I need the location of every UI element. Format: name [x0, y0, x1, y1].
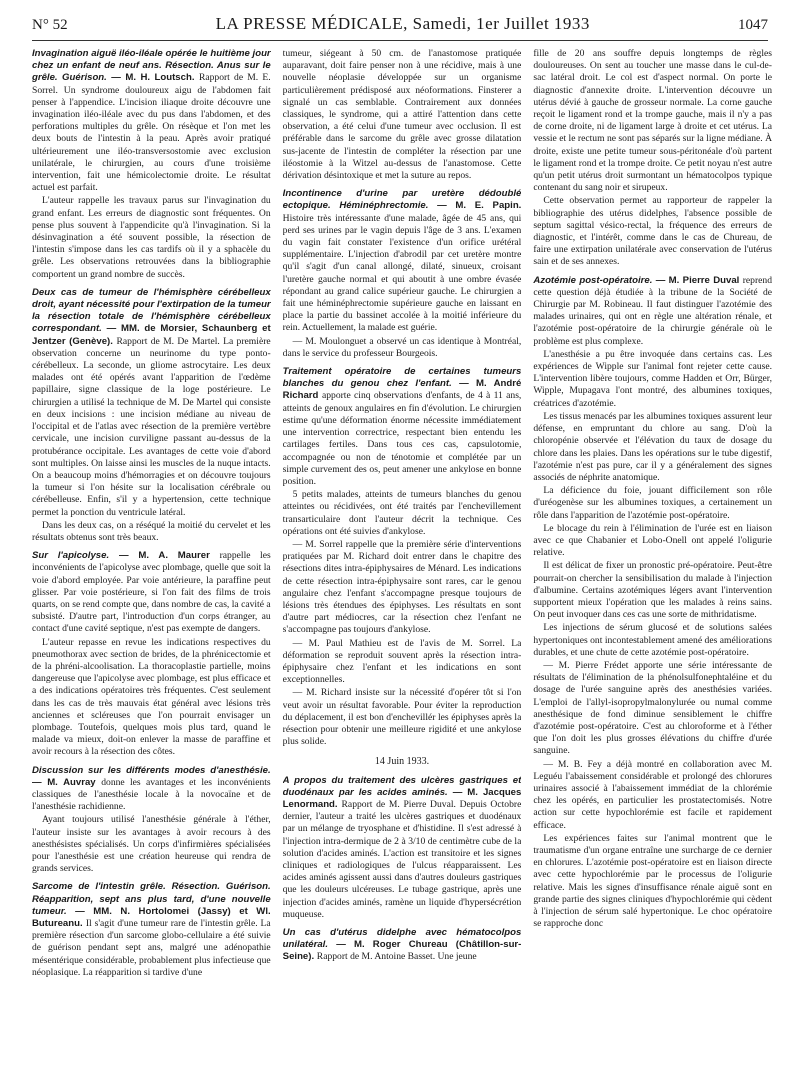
article-paragraph: Il est délicat de fixer un pronostic pré-opératoire. Peut-être pourrait-on chercher la sensibilisation du malade à l'injection d'albumine. Certains azotémiques légers avant l'intervention supportent mieux l'opération que les malades à reins sains. On peut invoquer dans ces cas une sorte de mithridatisme.	[533, 560, 773, 621]
article-text: Histoire très intéressante d'une malade, âgée de 45 ans, qui perd ses urines par le vagin depuis l'âge de 3 ans. L'examen du vagin fait constater l'existence d'un orifice urétéral supplémentaire. L'injection d'abrodil par cet uretère montre qu'il s'agit d'un canal allongé, dilaté, sinueux, croisant l'uretère gauche normal et qui aboutit à une ombre évasée répondant au grand calice supérieur gauche. Le chirurgien a fait une héminéphrectomie supérieure gauche en laissant en place la partie du bassinet accolée à la moitié inférieure du rein. Actuellement, la malade est guérie.	[282, 212, 522, 334]
article-text: Il s'agit d'une tumeur rare de l'intestin grêle. La première résection d'un sarcome globo-cellulaire a été suivie de guérison pendant sept ans, malgré une adénopathie mésentérique considérable, probablement plus infectieuse que néoplasique. La réapparition si tardive d'une	[32, 918, 271, 978]
article-authors: — M. Pierre Duval	[655, 274, 743, 286]
article	[283, 775, 522, 921]
session-date: 14 Juin 1933.	[374, 756, 430, 768]
article-authors: — M. A. Maurer	[118, 550, 220, 562]
article-paragraph	[32, 550, 271, 635]
article-authors: — M. André Richard	[282, 378, 522, 402]
column-2	[283, 48, 522, 1068]
article-paragraph: L'auteur rappelle les travaux parus sur l'invagination du grand enfant. Les erreurs de diagnostic sont fréquentes. On pense plus souvent à l'appendicite qu'à l'invagination. Si la désinvagination a été souvent possible, la résection de l'intestin s'impose dans les cas tardifs où il y a sphacèle du grêle. Les observations retrouvées dans la bibliographie comportent un grand nombre de succès.	[32, 195, 271, 280]
article-paragraph: La déficience du foie, jouant difficilement son rôle d'uréogenèse sur les albumines toxiques, a certainement un rôle dans l'apparition de l'azotémie post-opératoire.	[533, 485, 773, 521]
article-paragraph	[32, 765, 271, 814]
article-paragraph: Dans les deux cas, on a réséqué la moitié du cervelet et les résultats obtenus sont très beaux.	[32, 519, 271, 543]
article-title: Incontinence d'urine par uretère dédoublé ectopique. Héminéphrectomie.	[282, 188, 522, 212]
article	[283, 48, 522, 182]
article	[32, 287, 271, 544]
article-paragraph	[283, 927, 522, 964]
article-paragraph	[533, 48, 772, 194]
article	[533, 48, 772, 269]
article-paragraph	[32, 881, 271, 979]
article-authors: — M. H. Loutsch.	[111, 72, 199, 84]
article	[283, 188, 522, 360]
article-title: Deux cas de tumeur de l'hémisphère cérébelleux droit, ayant nécessité pour l'extirpation de la tumeur la résection totale de l'hémisphère cérébelleux correspondant.	[32, 286, 271, 335]
article-paragraph: Cette observation permet au rapporteur de rappeler la bibliographie des utérus didelphes, l'absence possible de septum sagittal vésico-rectal, la fréquence des erreurs de diagnostic, et l'intérêt, comme dans le cas de Chureau, de faire une extirpation unilatérale avec conservation de l'utérus sain et de ses annexes.	[533, 195, 773, 268]
article-paragraph	[283, 48, 522, 182]
article	[32, 881, 271, 979]
article-title: Un cas d'utérus didelphe avec hématocolpos unilatéral.	[282, 927, 522, 951]
article-text: apporte cinq observations d'enfants, de 4 à 11 ans, atteints de genoux angulaires en fin d'évolution. Le chirurgien estime qu'une déformation énorme nécessite immédiatement une intervention correctrice, respectant bien entendu les cartilages fertiles. Dans tous ces cas, capsulotomie, accompagnée ou non de ténotomie et complétée par un simple curvement des os, peut amener une ankylose en bonne position.	[282, 390, 522, 487]
article-paragraph: — M. Moulonguet a observé un cas identique à Montréal, dans le service du professeur Bourgeois.	[282, 335, 522, 359]
article-text: reprend cette question déjà étudiée à la tribune de la Société de Chirurgie par M. Robineau. Il faut distinguer l'azotémie des malades urinaires, qui ont en règle une altération rénale, et l'azotémie post-opératoire de la chirurgie générale où le problème est plus complexe.	[533, 274, 773, 347]
article-title: Azotémie post-opératoire.	[533, 274, 656, 286]
article-title: Invagination aiguë iléo-iléale opérée le huitième jour chez un enfant de neuf ans. Résection. Anus sur le grêle. Guérison.	[32, 48, 271, 84]
article	[283, 366, 522, 748]
article-paragraph: — M. Richard insiste sur la nécessité d'opérer tôt si l'on veut avoir un résultat favorable. Pour éviter la reproduction du déplacement, il est bon d'enchevillér les épiphyses après la résection pour obtenir une meilleure rigidité et une ankylose plus solide.	[282, 687, 522, 748]
article	[283, 927, 522, 964]
page-number: 1047	[738, 17, 768, 33]
article-paragraph: Ayant toujours utilisé l'anesthésie générale à l'éther, l'auteur insiste sur les avantages à avoir recours à des anesthésistes spécialisés. Un corps d'infirmières spécialisées pour l'anesthésie est une création heureuse qui rendra de grands services.	[32, 814, 271, 875]
article-paragraph	[283, 188, 522, 334]
article-paragraph: Les injections de sérum glucosé et de solutions salées hypertoniques ont incontestablement amené des améliorations durables, et une chute de cette azotémie post-opératoire.	[533, 622, 773, 658]
article-paragraph: — M. Sorrel rappelle que la première série d'interventions pratiquées par M. Richard doit entrer dans le chapitre des résections dites intra-épiphysaires de Ménard. Les indications de cette résection intra-épiphysaire sont rares, car le genou angulaire chez l'enfant s'accompagne presque toujours de lésions très étendues des épiphyses. Les résultats en sont d'autre part médiocres, car la résection chez l'enfant ne s'accompagne pas toujours d'ankylose.	[282, 538, 522, 636]
article-authors: — MM. de Morsier, Schaunberg et Jentzer (Genève).	[32, 323, 271, 347]
article-paragraph	[283, 775, 522, 921]
article-text: Rapport de M. E. Sorrel. Un syndrome douloureux aigu de l'abdomen fait penser à l'appendice. L'incision iliaque droite découvre une invagination iléo-iléale avec du pus dans l'abdomen, et des perforations multiples du grêle. On résèque et l'on met les deux bouts de l'intestin à la peau. Après avoir pratiqué ultérieurement une iléo-transversostomie avec exclusion unilatérale, le chirurgien, au cours d'une troisième intervention, fait une hémicolectomie droite. Le résultat actuel est parfait.	[32, 72, 271, 194]
article-paragraph	[32, 287, 271, 519]
page-header	[32, 14, 768, 38]
journal-title: LA PRESSE MÉDICALE, Samedi, 1er Juillet 1933	[215, 14, 590, 33]
article-paragraph	[533, 275, 772, 348]
article-paragraph: Les tissus menacés par les albumines toxiques assurent leur défense, en empruntant du chlore au sang. D'où la chloropénie observée et l'élévation du taux de dosage du chlore dans les plaies. Dans les opérations sur le tube digestif, l'azotémie n'est pas pure, car il y a généralement des signes associés de néphrite anatomique.	[533, 410, 773, 483]
article-text: rappelle les inconvénients de l'apicolyse avec plombage, quelle que soit la voie d'abord employée. Par voie antérieure, la paraffine peut glisser. Par voie postérieure, si l'on fait des films de trois quarts, on se rend compte que, dans nombre de cas, la cavité a subsisté. D'autre part, l'introduction d'un corps étranger, au contact d'une cavité septique, n'est pas exempte de dangers.	[32, 550, 271, 635]
article-text: Rapport de M. De Martel. La première observation concerne un neurinome du type ponto-cérébelleux. La seconde, un gliome astrocytaire. Les deux malades ont été opérés avant l'apparition de l'œdème papillaire, signe classique de la loge postérieure. Le chirurgien a utilisé la technique de M. De Martel qui consiste en deux incisions : une incision médiane au niveau de l'occipital et de l'atlas avec résection de la première vertèbre cervicale, une incision curviligne passant au-dessus de la protubérance occipitale. Les avantages de cette voie d'abord sont multiples. On laisse ainsi les muscles de la nuque intacts. On a beaucoup moins d'hémorragies et on découvre toujours la tumeur si l'on hésite sur la localisation cérébrale ou cérébelleuse. Enfin, s'il y a hypertension, cette technique permet la ponction du ventricule latéral.	[32, 335, 271, 518]
article-paragraph: L'anesthésie a pu être invoquée dans certains cas. Les expériences de Wipple sur l'animal font rejeter cette cause. L'intervention libère toujours, comme Hadden et Orr, Bürger, Wipple, Mupagava l'ont montré, des albumines toxiques, créatrices d'azotémie.	[533, 348, 773, 409]
article	[32, 550, 271, 758]
article-authors: — M. Jacques Lenormand.	[282, 786, 522, 810]
article-authors: — M. Roger Chureau (Châtillon-sur-Seine).	[282, 939, 522, 963]
article-paragraph: Les expériences faites sur l'animal montrent que le traumatisme d'un organe entraîne une surcharge de ce dernier en chlorures. L'azotémie post-opératoire est en liaison directe avec cette hypochlorémie par le processus de l'oligurie relative. Mais les signes d'insuffisance rénale aiguë sont en grande partie des signes cliniques d'hypochlorémie qui cèdent à l'injection de sérum salé hypertonique. Le choc opératoire se rapproche donc	[533, 832, 773, 930]
article-authors: — M. Auvray	[32, 776, 102, 788]
article	[32, 765, 271, 876]
article-paragraph: L'auteur repasse en revue les indications respectives du pneumothorax avec section de brides, de la phrénicectomie et de la phréni-alcoolisation. La thoracoplastie partielle, moins dangereuse que l'apicolyse avec plombage, est plus efficace et a des indications opératoires très fréquentes. C'est seulement dans les cas de très mauvais état général avec lésions très anciennes et scléreuses que l'on pourrait envisager un plombage. Toutefois, quelques mois plus tard, quand le malade va mieux, doit-on enlever la masse de paraffine et avoir recours à la résection des côtes.	[32, 636, 271, 758]
column-1	[32, 48, 271, 1068]
article-text: tumeur, siégeant à 50 cm. de l'anastomose pratiquée auparavant, doit faire penser non à une récidive, mais à une nouvelle néoplasie développée sur un organisme particulièrement prédisposé aux néoformations. Finsterer a signalé un cas semblable. Contrairement aux données classiques, le syndrome, qui a attiré l'attention dans cette observation, a été celui d'une tumeur avec occlusion. Il est préférable dans le sarcome du grêle avec grosse dilatation sus-jacente de l'intestin de compléter la résection par une iléostomie à la Witzel au-dessus de l'anastomose. Cette dérivation désintoxique et met la suture au repos.	[282, 48, 522, 182]
article-text: Rapport de M. Pierre Duval. Depuis Octobre dernier, l'auteur a traité les ulcères gastriques et duodénaux par un mélange de tryosphane et d'histidine. Il s'est adressé à l'injection intra-dermique de 2 à 3/10 de centimètre cube de la solution d'acides aminés. L'action est transitoire et les signes cliniques et radiologiques de l'ulcus réapparaissent. Les acides aminés agissent aussi dans d'autres douleurs gastriques que les douleurs ulcéreuses. Le tubage gastrique, après une injection d'acides aminés, ramène un liquide d'hypersécrétion muqueuse.	[282, 798, 522, 920]
header-rule	[32, 40, 768, 41]
article-paragraph: — M. Pierre Frédet apporte une série intéressante de résultats de l'élimination de la phénolsulfonephtaléine et du dosage de l'urée sanguine après des anesthésies variées. L'emploi de l'allyl-isopropylmalonylurée ou numal comme anesthésique de fond diminue sensiblement le chiffre d'azotémie post-opératoire. C'est au chloroforme et à l'éther que l'on doit les plus grosses élévations du chiffre d'urée sanguine.	[533, 659, 773, 757]
article-paragraph: 5 petits malades, atteints de tumeurs blanches du genou atteintes ou récidivées, ont été traités par l'enchevillement transarticulaire dont l'auteur décrit la technique. Ces opérations ont été suivies d'ankylose.	[282, 489, 522, 537]
article-columns	[32, 48, 772, 1068]
article-text: fille de 20 ans souffre depuis longtemps de règles douloureuses. On sent au toucher une masse dans le cul-de-sac latéral droit. Le col est d'aspect normal. On porte le diagnostic d'annexite droite. L'intervention découvre un utérus dévié à gauche de grosseur normale. La corne gauche reçoit le ligament rond et la trompe gauche, mais il n'y a pas de corne droite, ni de ligament large à droite et cet utérus. La vessie et le rectum ne sont pas séparés sur la ligne médiane. À droite, existe une petite tumeur sous-péritonéale d'où partent le ligament rond et la trompe droite. Ce petit noyau n'est autre qu'un petit utérus droit surmontant un hématocolpos typique contenant du sang noir et sirupeux.	[533, 48, 773, 194]
article-paragraph: — M. Paul Mathieu est de l'avis de M. Sorrel. La déformation se reproduit souvent après la résection intra-épiphysaire chez l'enfant et les indications en sont exceptionnelles.	[282, 637, 522, 686]
article	[32, 48, 271, 281]
article-text: donne les avantages et les inconvénients classiques de l'anesthésie locale à la novocaïne et de l'anesthésie rachidienne.	[32, 776, 271, 813]
article-paragraph: Le blocage du rein à l'élimination de l'urée est en liaison avec ce que Chabanier et Lobo-Onell ont appelé l'oligurie relative.	[533, 522, 773, 559]
article-title: A propos du traitement des ulcères gastriques et duodénaux par les acides aminés.	[282, 774, 522, 798]
article-title: Sur l'apicolyse.	[32, 550, 119, 562]
article-paragraph	[32, 48, 271, 194]
article-text: Rapport de M. Antoine Basset. Une jeune	[316, 951, 477, 963]
article-title: Traitement opératoire de certaines tumeurs blanches du genou chez l'enfant.	[282, 366, 522, 390]
article	[283, 756, 522, 768]
article-paragraph: — M. B. Fey a déjà montré en collaboration avec M. Leguéu l'abaissement considérable et prolongé des chlorures urinaires associé à l'abaissement immédiat de la chlorémie chez les opérés, en particulier les prostatectomisés. Notre action sur cette hypochlorémie est facile et rapidement efficace.	[533, 758, 773, 831]
column-3	[533, 48, 772, 1068]
page-label: N° 52	[32, 17, 68, 33]
article-authors: — M. E. Papin.	[437, 200, 522, 212]
article-title: Discussion sur les différents modes d'anesthésie.	[32, 764, 271, 776]
article	[533, 275, 772, 931]
article-title: Sarcome de l'intestin grêle. Résection. Guérison. Réapparition, sept ans plus tard, d'une nouvelle tumeur.	[32, 881, 271, 917]
article-paragraph	[283, 366, 522, 488]
article-authors: — MM. N. Hortolomei (Jassy) et Wl. Butureanu.	[32, 905, 271, 930]
